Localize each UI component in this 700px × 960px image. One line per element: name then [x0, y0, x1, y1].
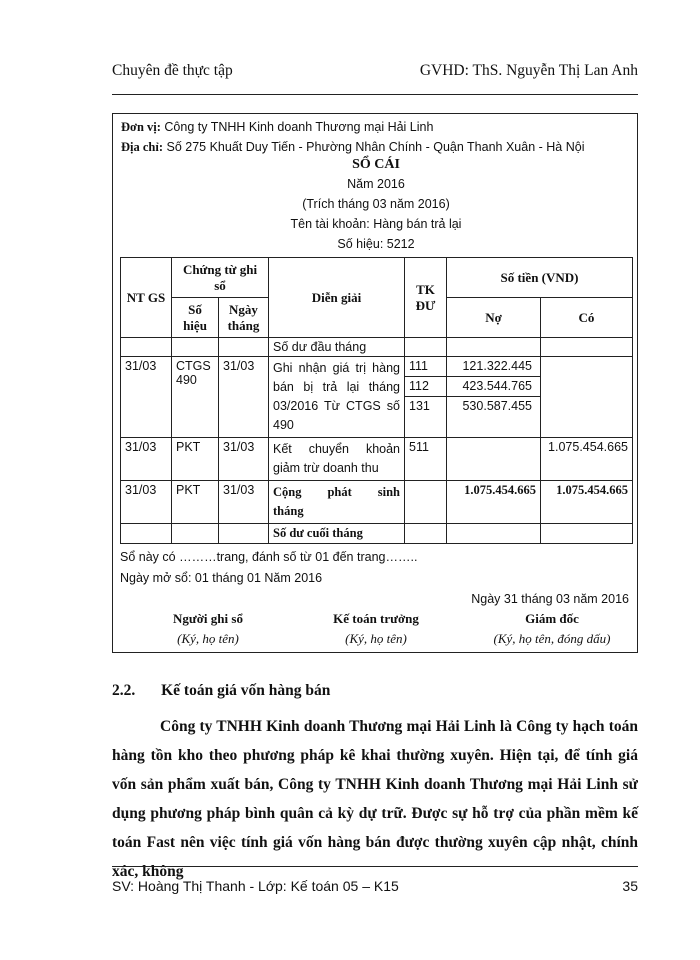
row1-desc-3: 03/2016 Từ CTGS số: [273, 399, 400, 413]
signer-director-note: (Ký, họ tên, đóng dấu): [493, 631, 611, 646]
sign-date: Ngày 31 tháng 03 năm 2016: [471, 592, 629, 606]
row3-credit: 1.075.454.665: [541, 481, 633, 524]
col-credit: Có: [541, 298, 633, 338]
signer-chief-note: (Ký, họ tên): [345, 631, 407, 646]
col-voucher: Chứng từ ghi sổ: [172, 258, 269, 298]
row1-date: 31/03: [219, 357, 269, 438]
row1-desc-2: bán bị trả lại tháng: [273, 380, 400, 394]
ledger-table: [120, 257, 633, 544]
row3-desc-1: Cộng phát sinh: [273, 485, 400, 499]
unit-value: Công ty TNHH Kinh doanh Thương mại Hải Linh: [164, 120, 434, 134]
ledger-note-opened: Ngày mở sổ: 01 tháng 01 Năm 2016: [120, 571, 323, 585]
table-row: [121, 524, 633, 544]
row2-desc-2: giảm trừ doanh thu: [273, 461, 379, 475]
row1-debit-3: 530.587.455: [462, 399, 532, 413]
row3-desc-2: tháng: [273, 504, 304, 518]
body-paragraph: [112, 712, 638, 886]
ledger-company: [121, 117, 584, 157]
row2-nt: 31/03: [121, 438, 172, 481]
ledger-title: SỔ CÁI: [352, 157, 400, 172]
section-number: 2.2.: [112, 682, 136, 699]
ledger-box: [112, 113, 638, 653]
unit-label: Đơn vị:: [121, 120, 161, 134]
account-name: Tên tài khoản: Hàng bán trả lại: [290, 217, 462, 231]
row3-nt: 31/03: [121, 481, 172, 524]
row1-desc-1: Ghi nhận giá trị hàng: [273, 361, 400, 375]
page-number: 35: [622, 878, 638, 894]
row1-debit-2: 423.544.765: [447, 377, 540, 397]
section-title: Kế toán giá vốn hàng bán: [161, 682, 331, 699]
ledger-note-pages: Sổ này có ………trang, đánh số từ 01 đến trang……..: [120, 550, 418, 564]
header-left: Chuyên đề thực tập: [112, 62, 233, 79]
row1-debit-1: 121.322.445: [447, 357, 540, 377]
row3-debit: 1.075.454.665: [447, 481, 541, 524]
signer-chief-title: Kế toán trưởng: [333, 611, 419, 626]
header-rule: [112, 94, 638, 95]
col-voucher-no: Số hiệu: [172, 298, 219, 338]
table-row: [121, 357, 633, 438]
row1-nt: 31/03: [121, 357, 172, 438]
row3-date: 31/03: [219, 481, 269, 524]
opening-balance: Số dư đầu tháng: [269, 338, 405, 357]
row1-desc-4: 490: [273, 418, 294, 432]
row1-tk-3: 131: [409, 399, 430, 413]
row2-credit: 1.075.454.665: [541, 438, 633, 481]
ledger-year: Năm 2016: [347, 177, 405, 191]
footer-student: SV: Hoàng Thị Thanh - Lớp: Kế toán 05 – K15: [112, 878, 399, 894]
row2-tk: 511: [405, 438, 447, 481]
col-desc: Diễn giải: [269, 258, 405, 338]
signer-recorder-note: (Ký, họ tên): [177, 631, 239, 646]
row2-desc-1: Kết chuyển khoản: [273, 442, 400, 456]
col-tk: TK ĐƯ: [405, 258, 447, 338]
table-row: [121, 338, 633, 357]
row2-date: 31/03: [219, 438, 269, 481]
table-row: [121, 481, 633, 524]
account-number: Số hiệu: 5212: [337, 237, 415, 251]
col-amount: Số tiền (VND): [447, 258, 633, 298]
col-debit: Nợ: [447, 298, 541, 338]
ledger-extract: (Trích tháng 03 năm 2016): [302, 197, 450, 211]
row2-no: PKT: [172, 438, 219, 481]
signer-recorder: [133, 611, 283, 647]
signer-chief-accountant: [301, 611, 451, 647]
page-footer: [112, 878, 638, 894]
signer-director-title: Giám đốc: [525, 611, 579, 626]
col-voucher-date: Ngày tháng: [219, 298, 269, 338]
address-label: Địa chỉ:: [121, 140, 164, 154]
row1-no: CTGS 490: [172, 357, 219, 438]
row1-tk-2: 112: [405, 377, 446, 397]
signer-recorder-title: Người ghi sổ: [173, 611, 243, 626]
header-right: GVHD: ThS. Nguyễn Thị Lan Anh: [419, 62, 638, 79]
col-ntgs: NT GS: [121, 258, 172, 338]
row3-no: PKT: [172, 481, 219, 524]
footer-rule: [112, 866, 638, 867]
table-row: [121, 438, 633, 481]
section-heading: [112, 682, 330, 700]
body-paragraph-text: Công ty TNHH Kinh doanh Thương mại Hải Linh là Công ty hạch toán hàng tồn kho theo phương pháp kê khai thường xuyên. Hiện tại, để tính giá vốn sản phẩm xuất bán, Công ty TNHH Kinh doanh Thương mại Hải Linh sử dụng phương pháp bình quân cả kỳ dự trữ. Được sự hỗ trợ của phần mềm kế toán Fast nên việc tính giá vốn hàng bán được thường xuyên cập nhật, chính xác, không: [112, 718, 638, 880]
closing-balance: Số dư cuối tháng: [269, 524, 405, 544]
signer-director: [467, 611, 637, 647]
address-value: Số 275 Khuất Duy Tiến - Phường Nhân Chính - Quận Thanh Xuân - Hà Nội: [166, 140, 585, 154]
row1-tk-1: 111: [405, 357, 446, 377]
